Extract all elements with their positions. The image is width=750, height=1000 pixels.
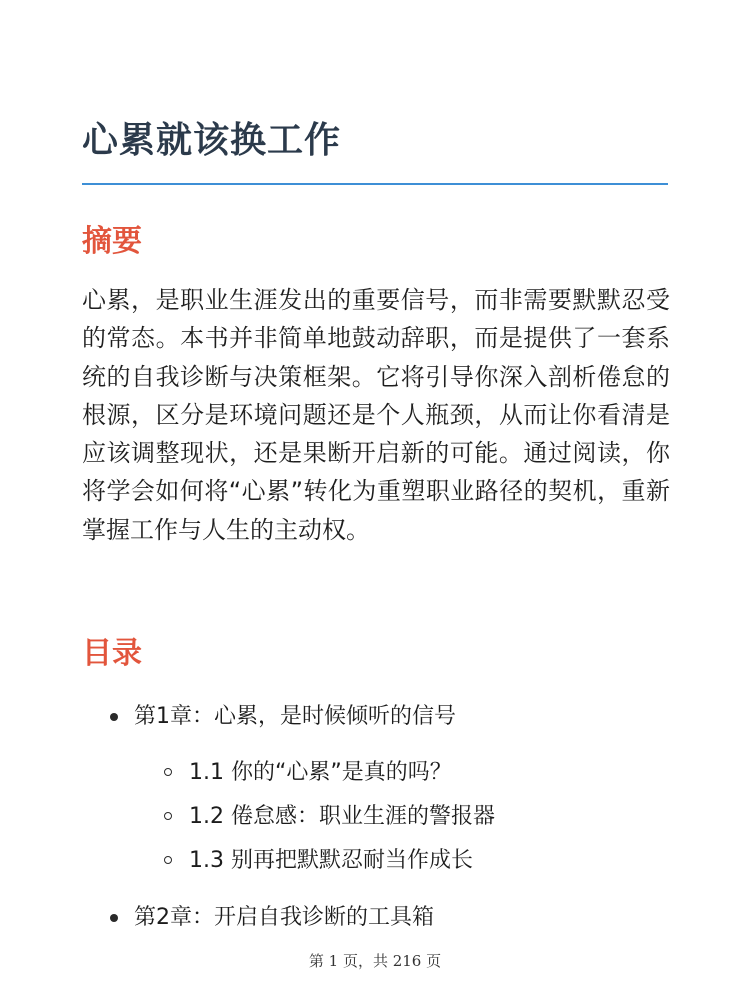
abstract-heading: 摘要 [82, 224, 142, 259]
bullet-circle-icon [164, 812, 172, 820]
page-footer: 第 1 页，共 216 页 [308, 952, 442, 970]
abstract-text: 心累，是职业生涯发出的重要信号，而非需要默默忍受的常态。本书并非简单地鼓动辞职，而是提供了一套系统的自我诊断与决策框架。它将引导你深入剖析倦怠的根源，区分是环境问题还是个人瓶颈，从而让你看清是应该调整现状，还是果断开启新的可能。通过阅读，你将学会如何将“心累”转化为重塑职业路径的契机，重新掌握工作与人生的主动权。 [82, 286, 670, 544]
bullet-disc-icon [110, 713, 118, 721]
toc-section-label: 1.3 别再把默默忍耐当作成长 [189, 848, 473, 873]
toc-section-label: 1.1 你的“心累”是真的吗？ [189, 760, 452, 785]
bullet-circle-icon [164, 768, 172, 776]
toc-chapter-label: 第1章：心累，是时候倾听的信号 [134, 704, 456, 729]
toc-heading: 目录 [82, 636, 142, 671]
toc-chapter-label: 第2章：开启自我诊断的工具箱 [134, 905, 434, 930]
toc-section-label: 1.2 倦怠感：职业生涯的警报器 [189, 804, 495, 829]
document-title: 心累就该换工作 [82, 120, 342, 161]
title-divider [82, 183, 668, 185]
bullet-disc-icon [110, 914, 118, 922]
bullet-circle-icon [164, 856, 172, 864]
